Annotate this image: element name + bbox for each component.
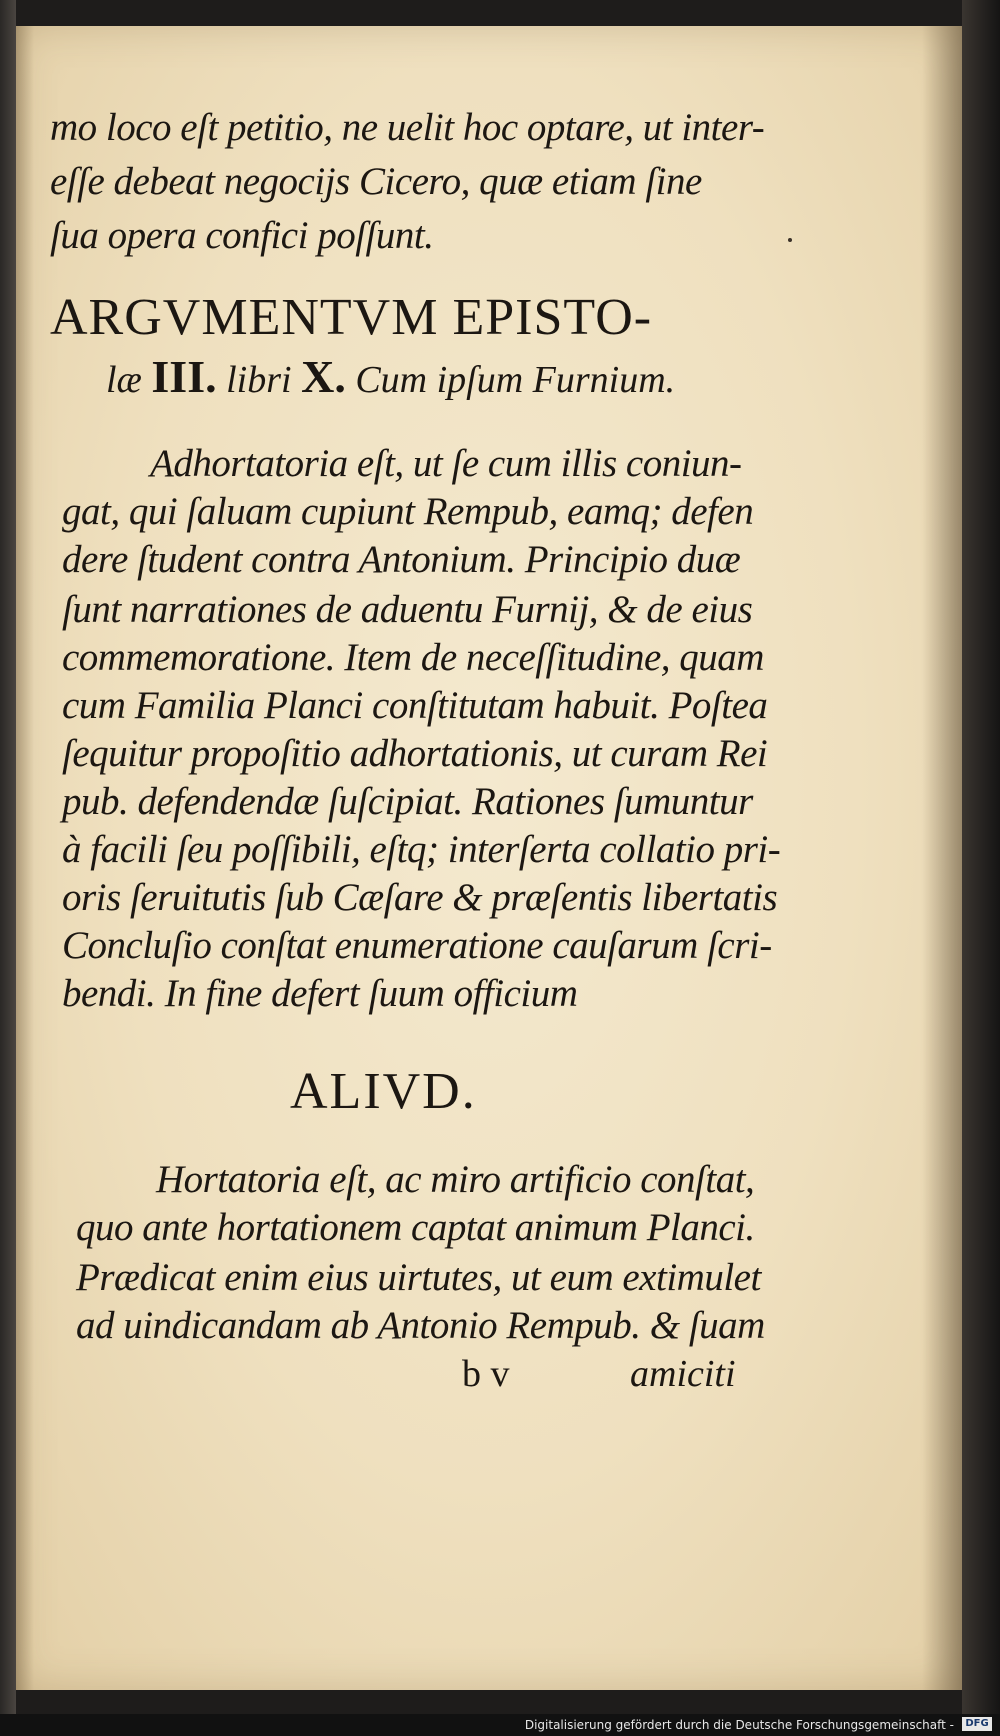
argument-heading-subline	[106, 352, 675, 405]
text-line: cum Familia Planci conſtitutam habuit. Poſtea	[62, 684, 768, 727]
text-line: ſua opera confici poſſunt.	[50, 214, 434, 257]
text-line: pub. defendendæ ſuſcipiat. Rationes ſumuntur	[62, 780, 753, 823]
text-line: Hortatoria eſt, ac miro artificio conſtat,	[156, 1158, 755, 1201]
dfg-logo: DFG	[962, 1717, 992, 1731]
heading-numeral: III.	[151, 351, 217, 402]
text-line: commemoratione. Item de neceſſitudine, quam	[62, 636, 764, 679]
heading-word: læ	[106, 359, 152, 401]
text-line: Concluſio conſtat enumeratione cauſarum ſcri-	[62, 924, 772, 967]
heading-numeral: X.	[301, 351, 346, 402]
text-line: ad uindicandam ab Antonio Rempub. & ſuam	[76, 1304, 765, 1347]
catchword: amiciti	[630, 1353, 736, 1395]
argument-heading: ARGVMENTVM EPISTO-	[50, 289, 653, 346]
text-line: quo ante hortationem captat animum Planci.	[76, 1206, 755, 1249]
signature-mark: b v	[462, 1353, 510, 1395]
text-line: bendi. In fine defert ſuum officium	[62, 972, 578, 1015]
text-line: ſequitur propoſitio adhortationis, ut curam Rei	[62, 732, 768, 775]
text-line: ſunt narrationes de aduentu Furnij, & de eius	[62, 588, 753, 631]
scan-background-right	[962, 0, 1000, 1736]
text-line: eſſe debeat negocijs Cicero, quæ etiam ſine	[50, 160, 702, 203]
page-gutter-shadow	[16, 26, 34, 1690]
scan-background-left	[0, 0, 16, 1736]
text-line: Prædicat enim eius uirtutes, ut eum extimulet	[76, 1256, 761, 1299]
text-line: gat, qui ſaluam cupiunt Rempub, eamq; defen	[62, 490, 754, 533]
ink-speck	[788, 238, 792, 242]
text-line: Adhortatoria eſt, ut ſe cum illis coniun-	[150, 442, 742, 485]
page-edge-shadow	[922, 26, 962, 1690]
text-line: dere ſtudent contra Antonium. Principio duæ	[62, 538, 741, 581]
text-line: à facili ſeu poſſibili, eſtq; interſerta collatio pri-	[62, 828, 781, 871]
section-heading: ALIVD.	[290, 1063, 477, 1120]
heading-word: Cum ipſum Furnium.	[345, 359, 676, 401]
book-page	[16, 26, 962, 1690]
text-line: oris ſeruitutis ſub Cæſare & præſentis libertatis	[62, 876, 778, 919]
heading-word: libri	[216, 359, 302, 401]
text-line: mo loco eſt petitio, ne uelit hoc optare, ut inter-	[50, 106, 765, 149]
footer-credit: Digitalisierung gefördert durch die Deutsche Forschungsgemeinschaft -	[524, 1718, 954, 1732]
